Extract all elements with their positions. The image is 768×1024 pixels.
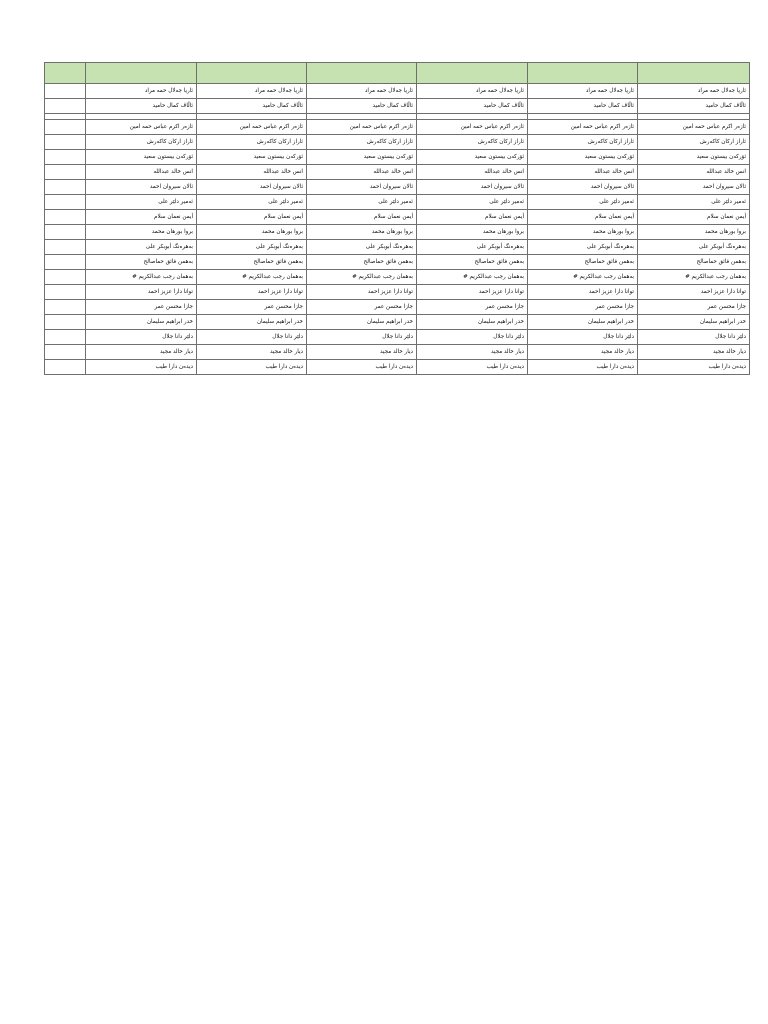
name-cell: بروا بورهان محمد (307, 225, 417, 240)
name-cell: ئاریا جەلال حمه مراد (197, 84, 307, 99)
name-cell: دلێر دانا جلال (528, 330, 638, 345)
name-cell: بەهمن فائق حماصالح (307, 255, 417, 270)
name-cell: بەهرەنگ أبوبکر علی (307, 240, 417, 255)
row-index-cell (45, 360, 86, 375)
column-header (638, 63, 750, 84)
row-index-cell (45, 315, 86, 330)
row-index-cell (45, 150, 86, 165)
row-index-cell (45, 195, 86, 210)
name-cell: بەهرەنگ أبوبکر علی (86, 240, 197, 255)
name-cell: أیمن نعمان سلام (417, 210, 528, 225)
table-row (45, 330, 750, 345)
row-index-cell (45, 240, 86, 255)
table-row (45, 300, 750, 315)
name-cell: ئازەر اکرم عباس حمه امین (86, 120, 197, 135)
row-index-cell (45, 300, 86, 315)
table-row (45, 270, 750, 285)
name-cell: دیدەن دارا طیب (638, 360, 750, 375)
name-cell: ئاریا جەلال حمه مراد (638, 84, 750, 99)
name-cell: بروا بورهان محمد (528, 225, 638, 240)
name-cell: ئالان سیروان احمد (86, 180, 197, 195)
name-cell: ئۆرکەن بیستون سعید (86, 150, 197, 165)
column-header (197, 63, 307, 84)
row-index-cell (45, 135, 86, 150)
table-row (45, 120, 750, 135)
name-cell: ئازەر اکرم عباس حمه امین (417, 120, 528, 135)
name-cell: ئۆرکەن بیستون سعید (197, 150, 307, 165)
name-cell: ئاریا جەلال حمه مراد (417, 84, 528, 99)
name-cell: بەهمن فائق حماصالح (417, 255, 528, 270)
name-cell: جازا محسن عمر (638, 300, 750, 315)
name-cell: بەهمان رجب عبدالکریم # (528, 270, 638, 285)
table-row (45, 285, 750, 300)
name-cell: ئۆرکەن بیستون سعید (528, 150, 638, 165)
name-cell: ئەمیر دلێر علی (197, 195, 307, 210)
name-cell: خدر ابراهیم سلیمان (197, 315, 307, 330)
row-index-cell (45, 225, 86, 240)
row-index-cell (45, 255, 86, 270)
name-cell: ئاریا جەلال حمه مراد (528, 84, 638, 99)
name-cell: بەهمن فائق حماصالح (86, 255, 197, 270)
name-cell: ئالان سیروان احمد (638, 180, 750, 195)
name-cell: ئالان سیروان احمد (417, 180, 528, 195)
table-row (45, 150, 750, 165)
name-cell: أیمن نعمان سلام (528, 210, 638, 225)
name-cell: ئاراز ارکان کاکەرش (197, 135, 307, 150)
row-index-cell (45, 285, 86, 300)
name-cell: جازا محسن عمر (528, 300, 638, 315)
name-cell: بەهرەنگ أبوبکر علی (638, 240, 750, 255)
name-spreadsheet (44, 62, 750, 375)
header-row (45, 63, 750, 84)
row-index-cell (45, 345, 86, 360)
name-cell: دیدەن دارا طیب (307, 360, 417, 375)
name-cell: ئاڵاڤ کمال حامید (307, 99, 417, 114)
name-cell: بەهمن فائق حماصالح (638, 255, 750, 270)
name-cell: ئاڵاڤ کمال حامید (417, 99, 528, 114)
name-cell: بەهمان رجب عبدالکریم # (307, 270, 417, 285)
name-cell: دیدەن دارا طیب (528, 360, 638, 375)
column-header (417, 63, 528, 84)
table-body (45, 84, 750, 375)
name-cell: دلێر دانا جلال (307, 330, 417, 345)
name-cell: ئازەر اکرم عباس حمه امین (307, 120, 417, 135)
table-row (45, 195, 750, 210)
name-cell: دیار خالد مجید (417, 345, 528, 360)
name-cell: ئەمیر دلێر علی (528, 195, 638, 210)
name-cell: أیمن نعمان سلام (638, 210, 750, 225)
table-row (45, 84, 750, 99)
name-cell: بروا بورهان محمد (197, 225, 307, 240)
name-cell: دیار خالد مجید (86, 345, 197, 360)
name-cell: ئاراز ارکان کاکەرش (86, 135, 197, 150)
name-cell: دیار خالد مجید (528, 345, 638, 360)
name-cell: توانا دارا عزیز احمد (417, 285, 528, 300)
name-cell: ئاڵاڤ کمال حامید (528, 99, 638, 114)
table-row (45, 210, 750, 225)
name-cell: بەهرەنگ أبوبکر علی (197, 240, 307, 255)
name-cell: انس خالد عبدالله (417, 165, 528, 180)
name-cell: بروا بورهان محمد (417, 225, 528, 240)
row-index-cell (45, 180, 86, 195)
name-cell: ئەمیر دلێر علی (417, 195, 528, 210)
name-cell: بەهمان رجب عبدالکریم # (417, 270, 528, 285)
name-cell: ئازەر اکرم عباس حمه امین (197, 120, 307, 135)
name-cell: أیمن نعمان سلام (86, 210, 197, 225)
name-cell: توانا دارا عزیز احمد (86, 285, 197, 300)
name-cell: ئاراز ارکان کاکەرش (307, 135, 417, 150)
name-cell: توانا دارا عزیز احمد (197, 285, 307, 300)
name-cell: دلێر دانا جلال (197, 330, 307, 345)
name-cell: ئۆرکەن بیستون سعید (638, 150, 750, 165)
row-index-cell (45, 84, 86, 99)
name-cell: بەهمان رجب عبدالکریم # (197, 270, 307, 285)
name-cell: توانا دارا عزیز احمد (638, 285, 750, 300)
name-cell: انس خالد عبدالله (528, 165, 638, 180)
table-row (45, 240, 750, 255)
name-cell: بەهمن فائق حماصالح (197, 255, 307, 270)
name-cell: ئۆرکەن بیستون سعید (417, 150, 528, 165)
name-cell: دیدەن دارا طیب (417, 360, 528, 375)
name-cell: جازا محسن عمر (197, 300, 307, 315)
name-cell: خدر ابراهیم سلیمان (417, 315, 528, 330)
table-row (45, 225, 750, 240)
name-cell: أیمن نعمان سلام (307, 210, 417, 225)
name-cell: بەهمن فائق حماصالح (528, 255, 638, 270)
name-cell: جازا محسن عمر (307, 300, 417, 315)
name-cell: ئاراز ارکان کاکەرش (417, 135, 528, 150)
column-header (86, 63, 197, 84)
table-row (45, 180, 750, 195)
row-index-cell (45, 120, 86, 135)
name-cell: دیدەن دارا طیب (197, 360, 307, 375)
row-index-cell (45, 99, 86, 114)
table-row (45, 345, 750, 360)
name-cell: انس خالد عبدالله (638, 165, 750, 180)
table-row (45, 165, 750, 180)
table-row (45, 135, 750, 150)
name-cell: ئاڵاڤ کمال حامید (197, 99, 307, 114)
name-cell: خدر ابراهیم سلیمان (307, 315, 417, 330)
name-cell: دلێر دانا جلال (86, 330, 197, 345)
name-cell: خدر ابراهیم سلیمان (528, 315, 638, 330)
name-cell: دلێر دانا جلال (417, 330, 528, 345)
name-cell: ئەمیر دلێر علی (638, 195, 750, 210)
row-index-cell (45, 330, 86, 345)
name-cell: بەهرەنگ أبوبکر علی (417, 240, 528, 255)
table-row (45, 360, 750, 375)
name-cell: ئاراز ارکان کاکەرش (638, 135, 750, 150)
name-cell: بەهرەنگ أبوبکر علی (528, 240, 638, 255)
name-cell: ئاریا جەلال حمه مراد (86, 84, 197, 99)
name-cell: بەهمان رجب عبدالکریم # (86, 270, 197, 285)
name-cell: دلێر دانا جلال (638, 330, 750, 345)
name-cell: جازا محسن عمر (417, 300, 528, 315)
name-cell: ئۆرکەن بیستون سعید (307, 150, 417, 165)
column-header (45, 63, 86, 84)
name-cell: ئازەر اکرم عباس حمه امین (638, 120, 750, 135)
name-cell: ئازەر اکرم عباس حمه امین (528, 120, 638, 135)
name-cell: ئەمیر دلێر علی (86, 195, 197, 210)
name-cell: ئاریا جەلال حمه مراد (307, 84, 417, 99)
name-cell: توانا دارا عزیز احمد (307, 285, 417, 300)
name-cell: جازا محسن عمر (86, 300, 197, 315)
name-cell: خدر ابراهیم سلیمان (86, 315, 197, 330)
name-cell: انس خالد عبدالله (86, 165, 197, 180)
column-header (528, 63, 638, 84)
name-cell: توانا دارا عزیز احمد (528, 285, 638, 300)
table-row (45, 315, 750, 330)
row-index-cell (45, 270, 86, 285)
name-cell: دیار خالد مجید (307, 345, 417, 360)
column-header (307, 63, 417, 84)
name-cell: دیار خالد مجید (638, 345, 750, 360)
name-cell: بروا بورهان محمد (86, 225, 197, 240)
name-cell: أیمن نعمان سلام (197, 210, 307, 225)
name-cell: بروا بورهان محمد (638, 225, 750, 240)
name-cell: ئاڵاڤ کمال حامید (86, 99, 197, 114)
table-row (45, 255, 750, 270)
name-cell: دیدەن دارا طیب (86, 360, 197, 375)
row-index-cell (45, 165, 86, 180)
name-cell: دیار خالد مجید (197, 345, 307, 360)
name-cell: انس خالد عبدالله (197, 165, 307, 180)
name-cell: بەهمان رجب عبدالکریم # (638, 270, 750, 285)
name-cell: ئالان سیروان احمد (307, 180, 417, 195)
name-cell: ئالان سیروان احمد (528, 180, 638, 195)
name-cell: خدر ابراهیم سلیمان (638, 315, 750, 330)
name-cell: ئەمیر دلێر علی (307, 195, 417, 210)
name-cell: انس خالد عبدالله (307, 165, 417, 180)
table-row (45, 99, 750, 114)
row-index-cell (45, 210, 86, 225)
name-cell: ئالان سیروان احمد (197, 180, 307, 195)
name-cell: ئاراز ارکان کاکەرش (528, 135, 638, 150)
name-cell: ئاڵاڤ کمال حامید (638, 99, 750, 114)
